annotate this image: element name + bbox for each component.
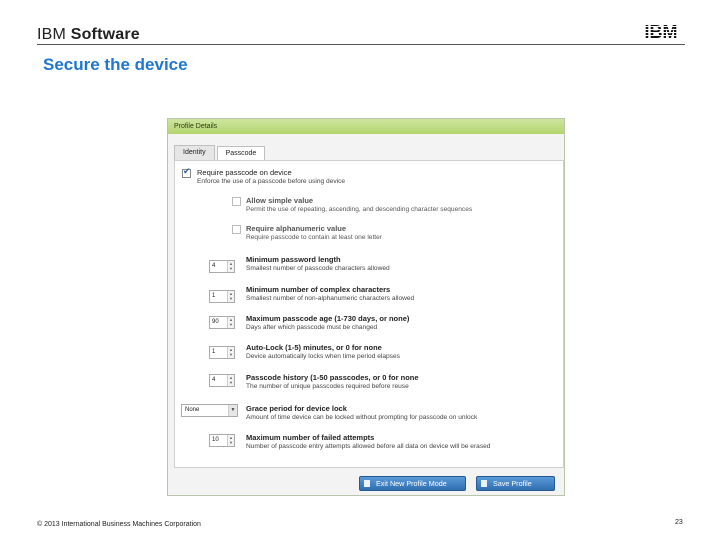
tab-bar <box>174 145 267 160</box>
slide-title: Secure the device <box>43 55 188 74</box>
copyright: © 2013 International Business Machines Corporation <box>37 521 201 528</box>
require-alphanumeric-label: Require alphanumeric value <box>246 224 347 233</box>
history-label: Passcode history (1-50 passcodes, or 0 for none <box>246 373 419 382</box>
require-passcode-desc: Enforce the use of a passcode before using device <box>197 178 346 185</box>
header-divider <box>37 44 685 45</box>
min-length-label: Minimum password length <box>246 255 341 264</box>
auto-lock-stepper[interactable] <box>209 346 235 359</box>
max-age-desc: Days after which passcode must be changed <box>246 324 378 331</box>
allow-simple-value-label: Allow simple value <box>246 196 314 205</box>
history-value: 4 <box>212 377 216 383</box>
profile-details-panel <box>167 118 565 496</box>
save-profile-button[interactable] <box>476 476 555 491</box>
passcode-settings <box>174 160 564 468</box>
allow-simple-value-checkbox[interactable] <box>232 197 241 206</box>
max-age-stepper[interactable] <box>209 316 235 329</box>
stepper-arrows-icon[interactable]: ▲ ▼ <box>227 435 234 446</box>
brand-product: Software <box>70 26 140 43</box>
page-number: 23 <box>675 519 683 526</box>
grace-period-select[interactable] <box>181 404 238 417</box>
brand-company: IBM <box>37 26 67 43</box>
failed-attempts-value: 10 <box>212 437 219 443</box>
allow-simple-value-desc: Permit the use of repeating, ascending, and descending character sequences <box>246 206 473 213</box>
require-alphanumeric-checkbox[interactable] <box>232 225 241 234</box>
grace-period-label: Grace period for device lock <box>246 404 347 413</box>
failed-attempts-stepper[interactable] <box>209 434 235 447</box>
require-passcode-label: Require passcode on device <box>197 168 292 177</box>
panel-header: Profile Details <box>168 119 564 134</box>
stepper-arrows-icon[interactable]: ▲ ▼ <box>227 291 234 302</box>
chevron-down-icon[interactable]: ▼ <box>228 405 237 416</box>
save-icon <box>481 480 487 487</box>
exit-new-profile-mode-button[interactable] <box>359 476 466 491</box>
max-age-value: 90 <box>212 319 219 325</box>
stepper-arrows-icon[interactable]: ▲ ▼ <box>227 375 234 386</box>
stepper-arrows-icon[interactable]: ▲ ▼ <box>227 261 234 272</box>
document-icon <box>364 480 370 487</box>
require-passcode-checkbox[interactable] <box>182 169 191 178</box>
require-alphanumeric-desc: Require passcode to contain at least one letter <box>246 234 382 241</box>
auto-lock-desc: Device automatically locks when time period elapses <box>246 353 400 360</box>
min-length-stepper[interactable] <box>209 260 235 273</box>
complex-chars-value: 1 <box>212 293 216 299</box>
max-age-label: Maximum passcode age (1-730 days, or none) <box>246 314 410 323</box>
tab-identity[interactable]: Identity <box>174 145 215 160</box>
grace-period-desc: Amount of time device can be locked without prompting for passcode on unlock <box>246 414 478 421</box>
complex-chars-stepper[interactable] <box>209 290 235 303</box>
stepper-arrows-icon[interactable]: ▲ ▼ <box>227 317 234 328</box>
stepper-arrows-icon[interactable]: ▲ ▼ <box>227 347 234 358</box>
tab-passcode[interactable]: Passcode <box>217 146 266 161</box>
failed-attempts-desc: Number of passcode entry attempts allowed before all data on device will be erased <box>246 443 491 450</box>
auto-lock-label: Auto-Lock (1-5) minutes, or 0 for none <box>246 343 382 352</box>
auto-lock-value: 1 <box>212 349 216 355</box>
failed-attempts-label: Maximum number of failed attempts <box>246 433 375 442</box>
history-stepper[interactable] <box>209 374 235 387</box>
min-length-value: 4 <box>212 263 216 269</box>
complex-chars-desc: Smallest number of non-alphanumeric characters allowed <box>246 295 415 302</box>
complex-chars-label: Minimum number of complex characters <box>246 285 391 294</box>
history-desc: The number of unique passcodes required before reuse <box>246 383 409 390</box>
ibm-logo <box>638 22 684 42</box>
grace-period-value: None <box>185 407 200 413</box>
brand-title <box>37 26 140 44</box>
exit-button-label: Exit New Profile Mode <box>376 479 447 488</box>
min-length-desc: Smallest number of passcode characters allowed <box>246 265 390 272</box>
save-button-label: Save Profile <box>493 479 532 488</box>
